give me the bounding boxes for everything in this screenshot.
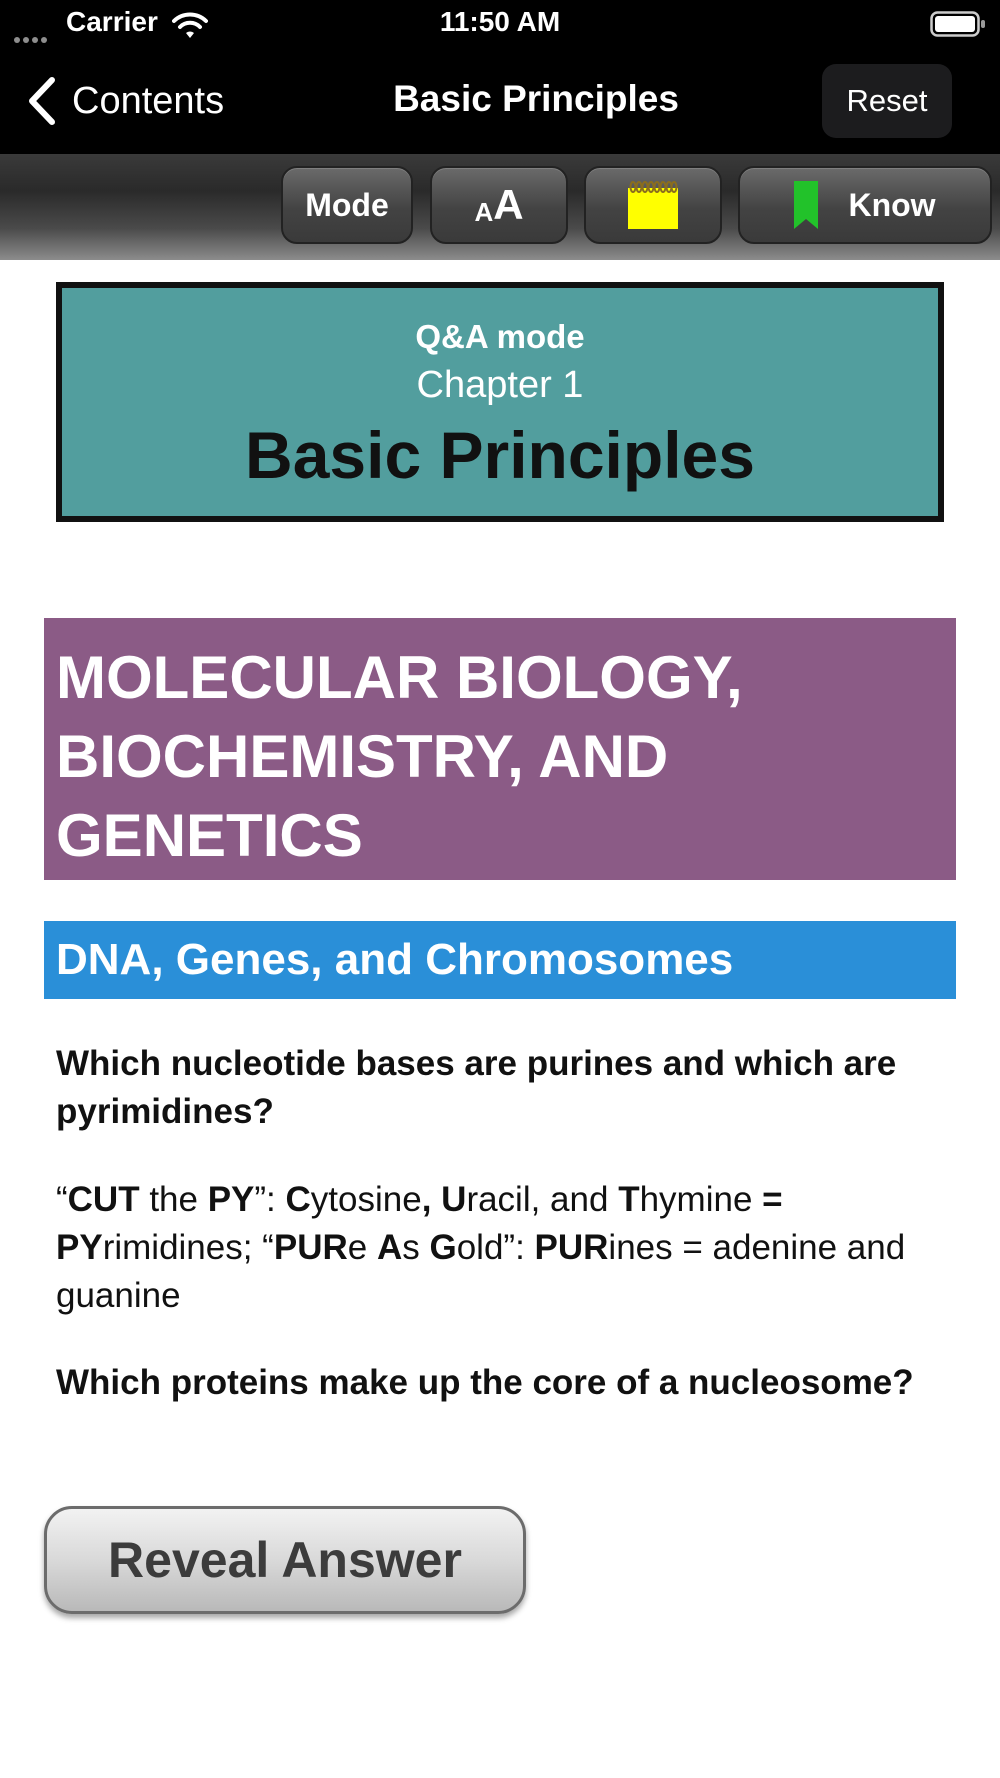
answer-1-segment: hymine	[639, 1180, 763, 1219]
chapter-number: Chapter 1	[416, 364, 584, 406]
answer-1-segment: , U	[421, 1180, 467, 1219]
answer-1-segment: rimidines; “	[102, 1228, 274, 1267]
font-small-glyph: A	[474, 196, 494, 227]
question-2: Which proteins make up the core of a nucleosome?	[56, 1363, 914, 1402]
back-button-label: Contents	[72, 79, 225, 122]
reveal-answer-button[interactable]: Reveal Answer	[44, 1506, 526, 1614]
carrier-label: Carrier	[66, 6, 158, 37]
topic-heading: DNA, Genes, and Chromosomes	[44, 921, 956, 999]
answer-1-segment: e	[347, 1228, 377, 1267]
answer-1-segment: ”:	[254, 1180, 286, 1219]
answer-1-segment: “	[56, 1180, 68, 1219]
mode-button[interactable]: Mode	[281, 166, 413, 244]
answer-1-segment: = PY	[56, 1180, 783, 1267]
answer-1-segment: old”:	[456, 1228, 535, 1267]
answer-1-segment: s	[402, 1228, 430, 1267]
answer-1-segment: racil, and	[466, 1180, 619, 1219]
navigation-bar	[0, 48, 1000, 154]
font-size-button[interactable]	[430, 166, 568, 244]
battery-icon	[930, 10, 986, 38]
page-title: Basic Principles	[393, 78, 679, 119]
clock: 11:50 AM	[439, 6, 561, 37]
answer-1-segment: C	[285, 1180, 311, 1219]
toolbar	[0, 154, 1000, 260]
bookmark-icon	[794, 181, 818, 229]
know-button[interactable]	[738, 166, 992, 244]
chapter-title: Basic Principles	[245, 418, 755, 492]
answer-1-segment: CUT	[67, 1180, 140, 1219]
chapter-header	[56, 282, 944, 522]
answer-1-segment: PUR	[273, 1228, 348, 1267]
notes-button[interactable]	[584, 166, 722, 244]
answer-1-segment: ytosine	[310, 1180, 422, 1219]
subject-heading: MOLECULAR BIOLOGY, BIOCHEMISTRY, AND GENETICS	[44, 618, 956, 880]
know-button-label: Know	[848, 186, 936, 223]
question-1: Which nucleotide bases are purines and which are pyrimidines?	[56, 1044, 897, 1131]
answer-1	[56, 1176, 956, 1320]
answer-1-segment: G	[429, 1228, 457, 1267]
answer-1-segment: A	[376, 1228, 403, 1267]
answer-1-segment: ines = adenine and guanine	[56, 1228, 906, 1315]
answer-1-segment: the	[139, 1180, 208, 1219]
answer-1-segment: PY	[207, 1180, 255, 1219]
mode-label: Q&A mode	[415, 318, 585, 355]
reset-button[interactable]: Reset	[822, 64, 952, 138]
notepad-icon	[627, 180, 679, 230]
answer-1-segment: PUR	[534, 1228, 609, 1267]
answer-1-segment: T	[618, 1180, 640, 1219]
font-big-glyph: A	[493, 181, 524, 228]
status-bar	[0, 0, 1000, 48]
